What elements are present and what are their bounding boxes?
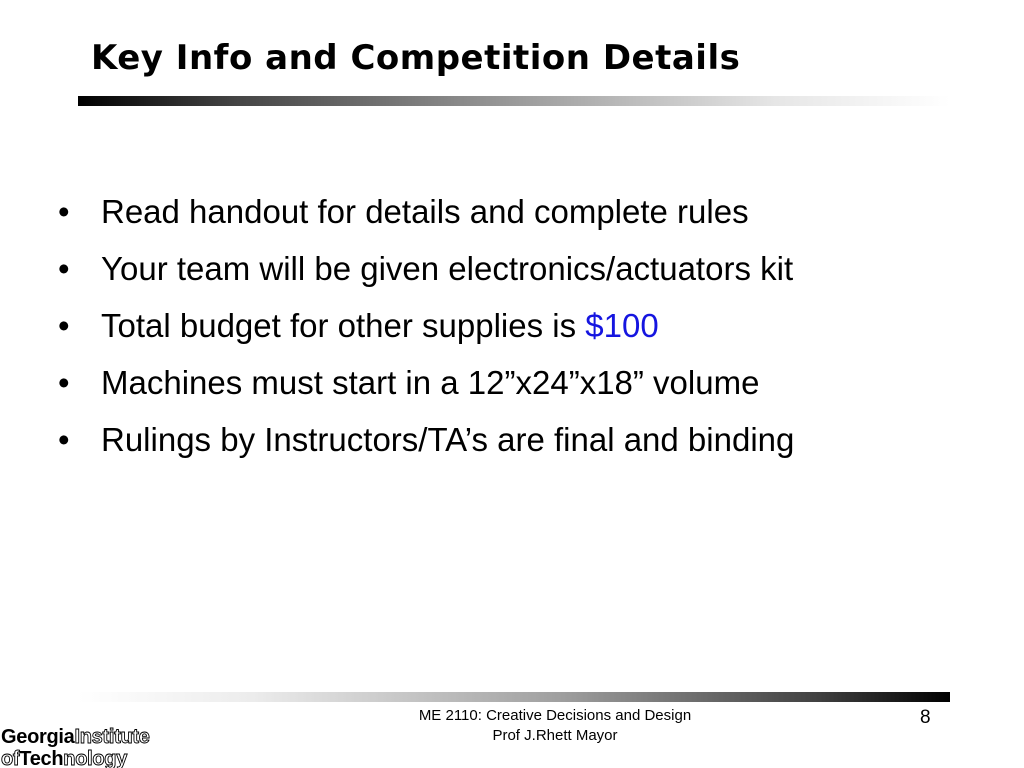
slide-title: Key Info and Competition Details	[91, 38, 741, 78]
bullet-marker: •	[58, 193, 70, 230]
instructor-name: Prof J.Rhett Mayor	[492, 727, 618, 744]
logo-nology: nology	[63, 748, 128, 768]
svg-text:GeorgiaInstitute	[1, 726, 150, 748]
bullet-text: Your team will be given electronics/actuators kit	[101, 250, 794, 287]
logo-of: of	[1, 748, 20, 768]
bullet-item	[58, 361, 794, 418]
logo-institute: Institute	[74, 726, 150, 748]
bullet-list	[58, 190, 794, 475]
budget-amount: $100	[585, 307, 659, 344]
bullet-item	[58, 304, 794, 361]
footer-caption	[380, 706, 730, 746]
course-name: ME 2110: Creative Decisions and Design	[418, 707, 692, 724]
page-number: 8	[920, 707, 931, 728]
title-gradient-rule	[78, 96, 950, 106]
bullet-text: Machines must start in a 12”x24”x18” volume	[101, 364, 760, 401]
bullet-item	[58, 190, 794, 247]
logo-tech: Tech	[19, 748, 64, 768]
bullet-text: Read handout for details and complete rules	[101, 193, 749, 230]
svg-text:ofTechnology	[1, 748, 128, 768]
bullet-marker: •	[58, 307, 70, 344]
bullet-item	[58, 247, 794, 304]
bullet-text: Total budget for other supplies is	[101, 307, 586, 344]
bullet-text: Rulings by Instructors/TA’s are final and binding	[101, 421, 795, 458]
bullet-marker: •	[58, 421, 70, 458]
georgia-tech-logo	[0, 724, 222, 768]
bullet-marker: •	[58, 250, 70, 287]
bullet-item	[58, 418, 794, 475]
logo-georgia: Georgia	[1, 726, 75, 748]
footer-gradient-rule	[78, 692, 950, 702]
bullet-marker: •	[58, 364, 70, 401]
